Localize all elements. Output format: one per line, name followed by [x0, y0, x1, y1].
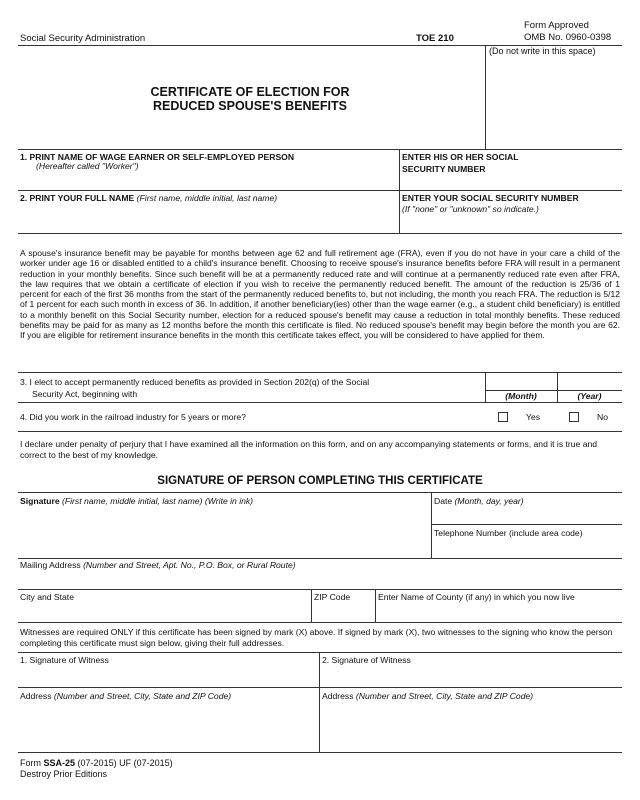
rule — [18, 402, 622, 403]
witness2-address-label — [322, 691, 533, 701]
railroad-yes-label: Yes — [526, 412, 541, 422]
full-name-sub: (First name, middle initial, last name) — [136, 193, 278, 203]
rule — [18, 492, 622, 493]
rule — [18, 622, 622, 623]
rule — [18, 372, 622, 373]
rule — [431, 524, 622, 525]
divider — [311, 589, 312, 622]
date-sub: (Month, day, year) — [454, 496, 524, 506]
county-label: Enter Name of County (if any) in which you now live — [378, 592, 575, 602]
form-rest: (07-2015) UF (07-2015) — [77, 758, 173, 768]
year-label: (Year) — [577, 391, 602, 401]
railroad-question: 4. Did you work in the railroad industry for 5 years or more? — [20, 412, 246, 422]
full-name-label — [20, 193, 277, 203]
worker-name-label: 1. PRINT NAME OF WAGE EARNER OR SELF-EMPLOYED PERSON — [20, 152, 295, 162]
worker-ssn-label-2: SECURITY NUMBER — [402, 164, 486, 174]
full-name-label-text: 2. PRINT YOUR FULL NAME — [20, 193, 135, 203]
month-label: (Month) — [505, 391, 537, 401]
witness-note: Witnesses are required ONLY if this certificate has been signed by mark (X) above. If signed by mark (X), two witnesses to the signing who know the person completing this certificate must sign below, giving their full addresses. — [20, 627, 613, 648]
railroad-yes-checkbox[interactable] — [498, 412, 508, 422]
railroad-no-label: No — [597, 412, 608, 422]
rule — [18, 589, 622, 590]
form-title-line1: CERTIFICATE OF ELECTION FOR — [150, 85, 350, 99]
witness1-address-sub: (Number and Street, City, State and ZIP Code) — [53, 691, 232, 701]
explanation-paragraph: A spouse's insurance benefit may be payable for months between age 62 and full retirement age (FRA), even if you do not have in your care a child of the worker under age 16 or disabled entitled to a child's insurance benefit. Choosing to receive spouse's insurance benefits before FRA will result in a permanent reduction in your monthly benefits. Since such benefit will be at a permanently reduced rate and will continue at a permanently reduced rate even after FRA, the law requires that we obtain a certificate of election if you wish to receive the permanently reduced benefit. The amount of the reduction is 25/36 of 1 percent for each of the first 36 months from the start of the permanently reduced benefits to, but not including, the month you reach FRA. The reduction is 5/12 of 1 percent for each such month in excess of 36. In addition, if another beneficiary(ies) other than the wage earner (e.g., a student child beneficiary) is entitled to a monthly benefit on this Social Security number, election for a reduced spouse's benefit may cause a reduction in total monthly benefits. These reduced benefits may be paid for as many as 12 months before the month this certificate is filed. No reduced spouse's benefit may begin before the month you are 62. If you are eligible for retirement insurance benefits in the month this certificate takes effect, you will be considered to have applied for them. — [20, 248, 620, 341]
rule — [18, 190, 622, 191]
mailing-label-text: Mailing Address — [20, 560, 81, 570]
date-label — [434, 496, 524, 506]
toe-code: TOE 210 — [416, 33, 454, 44]
witness2-address-text: Address — [322, 691, 354, 701]
mailing-sub: (Number and Street, Apt. No., P.O. Box, or Rural Route) — [83, 560, 296, 570]
form-approved: Form Approved — [524, 20, 589, 31]
rule — [18, 752, 622, 753]
rule — [18, 233, 622, 234]
worker-ssn-label-1: ENTER HIS OR HER SOCIAL — [402, 152, 519, 162]
rule — [18, 149, 622, 150]
election-line1: 3. I elect to accept permanently reduced benefits as provided in Section 202(q) of the Social — [20, 377, 370, 387]
city-state-label: City and State — [20, 592, 74, 602]
signature-sub: (First name, middle initial, last name) (Write in ink) — [62, 496, 254, 506]
signature-heading: SIGNATURE OF PERSON COMPLETING THIS CERTIFICATE — [157, 475, 483, 487]
declaration: I declare under penalty of perjury that I have examined all the information on this form, and on any accompanying statements or forms, and it is true and correct to the best of my knowledge. — [20, 439, 598, 460]
rule — [18, 431, 622, 432]
witness1-signature-label: 1. Signature of Witness — [20, 655, 109, 665]
rule — [18, 558, 622, 559]
divider — [431, 492, 432, 558]
form-id: SSA-25 — [43, 758, 76, 768]
office-use-note: (Do not write in this space) — [489, 46, 596, 56]
zip-label: ZIP Code — [314, 592, 351, 602]
form-prefix: Form — [20, 758, 41, 768]
date-label-text: Date — [434, 496, 453, 506]
mailing-address-label — [20, 560, 296, 570]
divider — [375, 589, 376, 622]
self-ssn-sub: (If "none" or "unknown" so indicate.) — [402, 204, 539, 214]
railroad-no-checkbox[interactable] — [569, 412, 579, 422]
witness2-address-sub: (Number and Street, City, State and ZIP Code) — [355, 691, 534, 701]
signature-label — [20, 496, 253, 506]
witness2-signature-label: 2. Signature of Witness — [322, 655, 411, 665]
rule — [18, 687, 622, 688]
witness1-address-text: Address — [20, 691, 52, 701]
form-number — [20, 758, 173, 768]
self-ssn-label: ENTER YOUR SOCIAL SECURITY NUMBER — [402, 193, 579, 203]
divider — [319, 652, 320, 752]
omb-number: OMB No. 0960-0398 — [524, 32, 612, 43]
signature-label-text: Signature — [20, 496, 60, 506]
witness1-address-label — [20, 691, 231, 701]
divider — [399, 149, 400, 233]
office-box-left — [485, 45, 486, 149]
destroy-note: Destroy Prior Editions — [20, 769, 108, 779]
telephone-label: Telephone Number (include area code) — [434, 528, 583, 538]
worker-name-sub: (Hereafter called "Worker") — [36, 161, 139, 171]
election-line2: Security Act, beginning with — [32, 389, 138, 399]
rule — [18, 652, 622, 653]
agency-name: Social Security Administration — [20, 33, 146, 44]
form-title-line2: REDUCED SPOUSE'S BENEFITS — [153, 99, 347, 113]
